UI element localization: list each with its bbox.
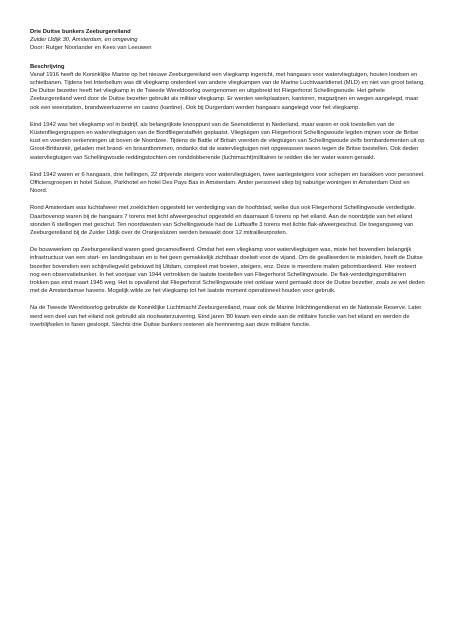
paragraph-4: Rond Amsterdam was luchtafweer met zoeklichten opgesteld ter verdediging van de hoofdstad, welke dus ook Fliegerhorst Schellingwoude verdedigde. Daarbovenop waren bij de hangaars 7 torens met licht afweergeschut opgesteld en daarnaast 6 torens op het eiland. Aan de noordzijde van het eiland stonden 6 stellingen met geschut. Ten noordwesten van Schellingwoude had de Luftwaffe 3 torens met lichte flak-afweergeschut. De toegangsweg van Zeeburgereiland bij de Zuider IJdijk over de Oranjesluizen werden bewaakt door 12 mitrailleurposten. — [30, 205, 416, 237]
section-heading: Beschrijving — [30, 63, 65, 70]
document-subtitle: Zuider IJdijk 30, Amsterdam, en omgeving — [30, 37, 138, 44]
paragraph-5: De bouwwerken op Zeeburgereiland waren goed gecamoufleerd. Omdat het een vliegkamp voor watervliegtuigen was, miste het bovendien belangrijk infrastructuur van een start- en landingsbaan en is het geen gemakkelijk zichtbaar doelwit voor de vijand. Om de geallieerden te misleiden, heeft de Duitse bezetter bovendien een schijnvliegveld gebouwd bij Uitdam, compleet met boeien, steigers, enz. Deze is meerdere malen gebombardeerd. Hier resteert nog een observatiebunker. In het voorjaar van 1944 vertrokken de laatste toestellen van Fliegerhorst Schellingwoude. De flak-verdedigingsmilitairen trokken pas eind maart 1945 weg. Het is opvallend dat Fliegerhorst Schellingwoude niet onklaar werd gemaakt door de Duitse bezetter, zoals ze wel deden met de Amsterdamse havens. Mogelijk wilde ze het vliegkamp tot het laatste moment operationeel houden voor gebruik. — [30, 247, 425, 295]
paragraph-6: Na de Tweede Wereldoorlog gebruikte de Koninklijke Luchtmacht Zeeburgereiland, maar ook de Marine Inlichtingendienst en de Nationale Reserve. Later werd een deel van het eiland ook gebruikt als rioolwaterzuivering. Eind jaren '80 kwam een einde aan de militaire functie van het eiland en werden de overblijfselen in fasen gesloopt. Slechts drie Duitse bunkers resteren als herinnering aan deze militaire functie. — [30, 305, 422, 328]
paragraph-2: Eind 1942 was het vliegkamp vol in bedrijf, als belangrijkste knooppunt van de Seenotdienst in Nederland, maar waren er ook toestellen van de Küstenfliegergruppen en watervliegtuigen van de Bordfliegerstaffeln geplaatst. Vliegtuigen van Fliegerhorst Schellingwoude legden mijnen voor de Britse kust en voerden verkenningen uit boven de Noordzee. Tijdens de Battle of Britain voerden de vliegtuigen van Schellingwoude zelfs bombardementen uit op Groot-Brittannië, geladen met brand- en brisantbommen, ondanks dat de watervliegtuigen niet opgewassen waren tegen de Britse toestellen. Ook deden watervliegtuigen van Schellingwoude reddingstochten om ronddobberende (luchtmacht)militairen te redden die ter water waren geraakt. — [30, 121, 425, 161]
document-title: Drie Duitse bunkers Zeeburgereiland — [30, 29, 131, 35]
document-page — [30, 28, 426, 628]
paragraph-1: Vanaf 1916 heeft de Koninklijke Marine op het nieuwe Zeeburgereiland een vliegkamp ingericht, met hangaars voor watervliegtuigen, houten loodsen en schietbanen. Tijdens het Interbellum was dit vliegkamp onderdeel van andere vliegkampen van de Marine Luchtvaartdienst (MLD) en niet van groot belang. De Duitse bezetter heeft het vliegkamp in de Tweede Wereldoorlog overgenomen en uitgebreid tot Fliegerhorst Schellingwoude. Het gehele Zeeburgereiland werd door de Duitse bezetter gebruikt als militair vliegkamp. Er werden werkplaatsen, kantoren, magazijnen en wegen aangelegd, maar ook een weerstation, brandweerkazerne en casino (kantine). Ook bij Durgerdam werden hangaars aangelegd voor het vliegkamp. — [30, 71, 425, 111]
paragraph-3: Eind 1942 waren er 6 hangaars, drie hellingen, 22 drijvende steigers voor watervliegtuigen, twee aanlegsteigers voor schepen en barakken voor personeel. Officiersgroepen in hotel Suisse, Parkhotel en hotel Des Pays Bas in Amsterdam. Ander personeel sliep bij naburige woningen in Amsterdam Oost en Noord. — [30, 171, 425, 195]
document-authors: Door: Rutger Noorlander en Kees van Leeuwen — [30, 45, 152, 52]
